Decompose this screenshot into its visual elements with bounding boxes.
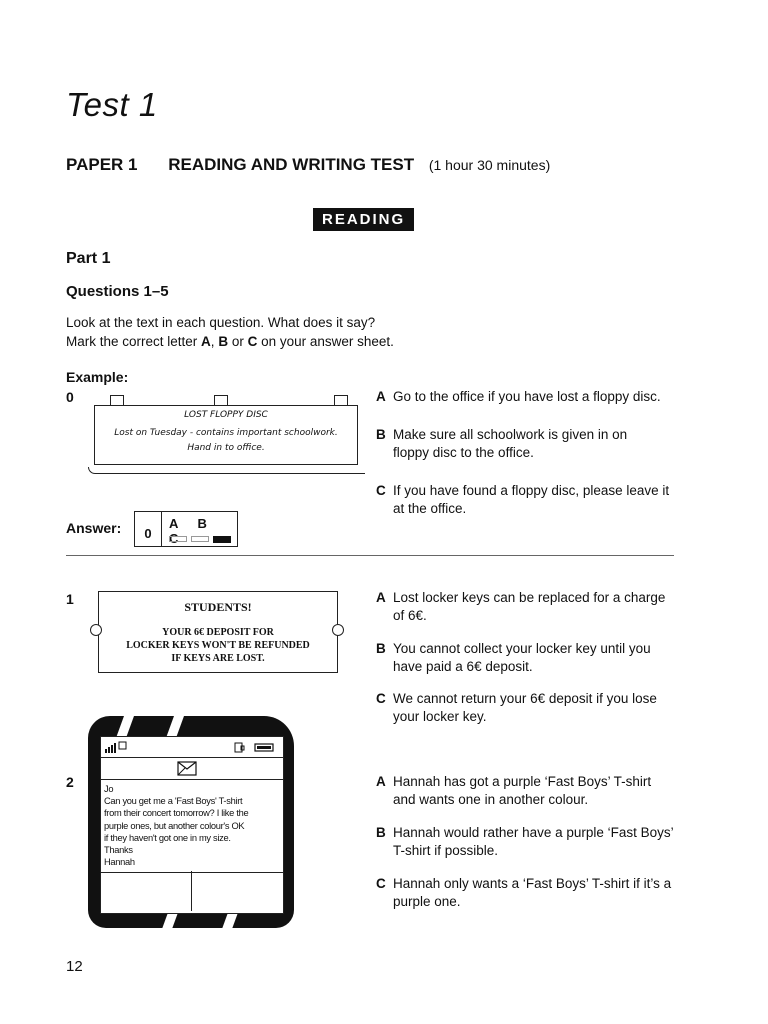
sign-board — [98, 591, 338, 673]
answer-marks — [169, 536, 239, 544]
mobile-phone-message — [88, 716, 294, 928]
message-line: purple ones, but another colour's OK — [104, 820, 245, 831]
paper-curl — [88, 467, 365, 474]
instructions — [66, 313, 394, 351]
example-option-b: B Make sure all schoolwork is given in on floppy disc to the office. — [376, 427, 628, 460]
question-2-option-b: B Hannah would rather have a purple ‘Fast Boys’ T-shirt if possible. — [376, 825, 674, 858]
message-area — [101, 779, 283, 873]
mark-c-filled — [213, 536, 231, 543]
phone-screen — [100, 736, 284, 914]
section-badge: READING — [313, 208, 414, 231]
sign-heading: STUDENTS! — [184, 600, 252, 614]
signal-icon — [101, 737, 283, 757]
screw-icon — [332, 624, 344, 636]
locker-keys-sign — [90, 588, 346, 674]
phone-status-bar — [101, 737, 283, 758]
example-option-c: C If you have found a floppy disc, please leave it at the office. — [376, 483, 670, 516]
message-line: Jo — [104, 784, 114, 794]
sign-body-line: IF KEYS ARE LOST. — [171, 653, 265, 664]
envelope-icon — [177, 761, 197, 776]
soft-key-divider — [191, 871, 192, 911]
message-line: Thanks — [104, 845, 133, 856]
section-divider — [66, 555, 674, 556]
answer-letters: A B C — [169, 516, 215, 546]
message-text — [104, 783, 280, 868]
example-number: 0 — [66, 389, 74, 405]
answer-label: Answer: — [66, 520, 122, 536]
sign-body — [99, 626, 337, 665]
instructions-line-1: Look at the text in each question. What does it say? — [66, 315, 376, 330]
questions-heading: Questions 1–5 — [66, 283, 169, 300]
question-1-option-a: A Lost locker keys can be replaced for a charge of 6€. — [376, 590, 666, 623]
test-title: Test 1 — [66, 86, 158, 123]
mark-b — [191, 536, 209, 542]
question-1-number: 1 — [66, 591, 74, 607]
question-2-option-c: C Hannah only wants a ‘Fast Boys’ T-shirt if it’s a purple one. — [376, 876, 672, 909]
instructions-line-2: Mark the correct letter A, B or C on your answer sheet. — [66, 334, 394, 349]
sign-line-2: Lost on Tuesday - contains important schoolwork. — [114, 428, 338, 438]
sign-line-1: LOST FLOPPY DISC — [184, 410, 268, 420]
message-line: Can you get me a 'Fast Boys' T-shirt — [104, 796, 243, 807]
sign-line-3: Hand in to office. — [187, 443, 265, 453]
paper-heading — [66, 155, 550, 175]
phone-stripe — [116, 716, 134, 738]
example-option-a: A Go to the office if you have lost a floppy disc. — [376, 389, 661, 404]
answer-box — [134, 511, 238, 547]
question-2-option-a: A Hannah has got a purple ‘Fast Boys’ T-shirt and wants one in another colour. — [376, 774, 652, 807]
answer-number: 0 — [135, 512, 162, 546]
message-line: if they haven't got one in my size. — [104, 832, 231, 843]
paper-name: READING AND WRITING TEST — [168, 155, 415, 174]
notice-paper — [94, 405, 358, 465]
sign-body-line: YOUR 6€ DEPOSIT FOR — [162, 627, 274, 638]
sign-body-line: LOCKER KEYS WON'T BE REFUNDED — [126, 640, 310, 651]
message-line: from their concert tomorrow? I like the — [104, 808, 249, 819]
paper-label: PAPER 1 — [66, 155, 138, 174]
phone-stripe — [166, 716, 184, 738]
screw-icon — [90, 624, 102, 636]
mark-a — [169, 536, 187, 542]
question-1-option-c: C We cannot return your 6€ deposit if you lose your locker key. — [376, 691, 657, 724]
question-2-number: 2 — [66, 774, 74, 790]
soft-keys — [101, 871, 283, 911]
lost-floppy-disc-sign — [88, 395, 364, 475]
example-label: Example: — [66, 369, 129, 385]
part-heading: Part 1 — [66, 250, 111, 267]
question-1-option-b: B You cannot collect your locker key until you have paid a 6€ deposit. — [376, 641, 651, 674]
message-line: Hannah — [104, 857, 135, 868]
page-number: 12 — [66, 958, 83, 975]
paper-duration: (1 hour 30 minutes) — [428, 157, 551, 173]
